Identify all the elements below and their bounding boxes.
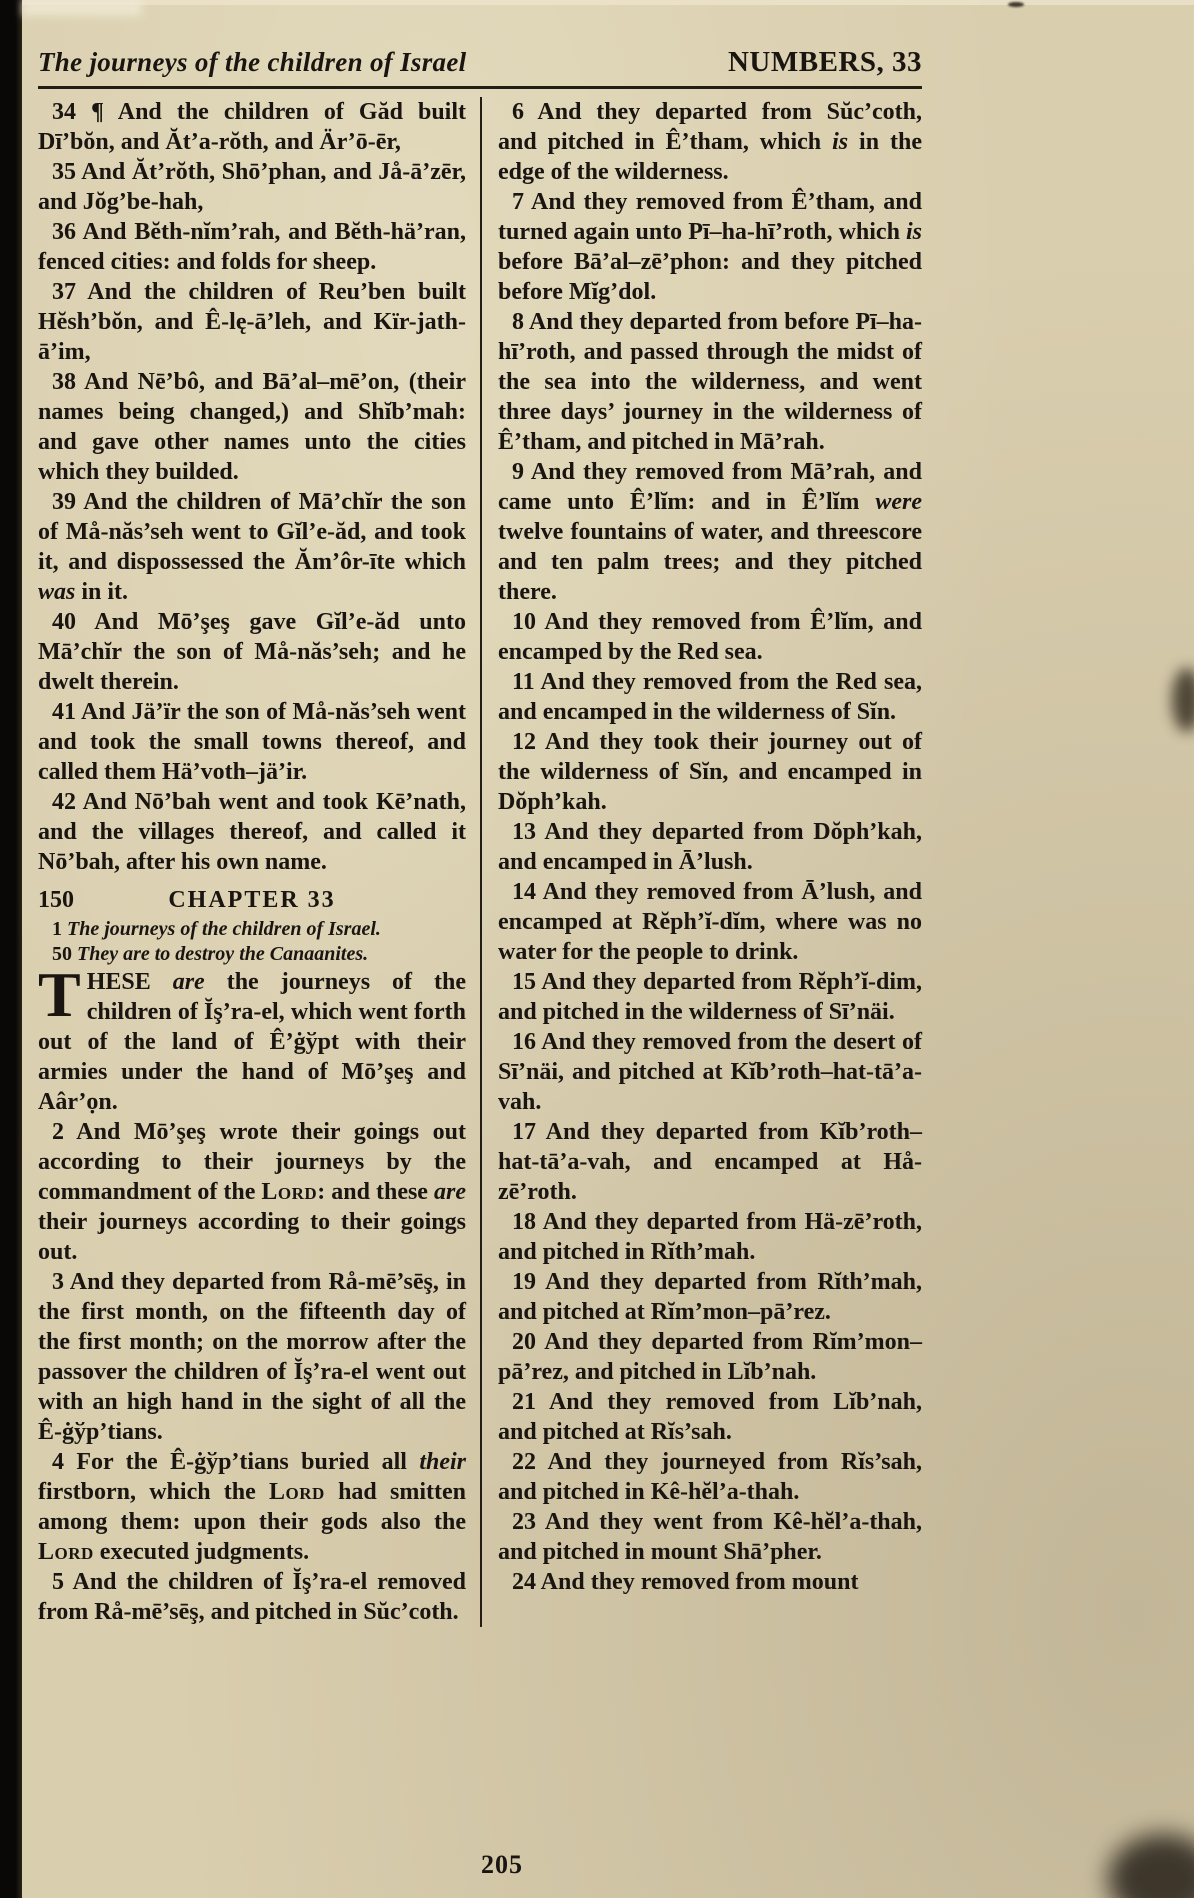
verse-text-segment: their journeys according to their goings out. (38, 1209, 466, 1265)
bible-page (22, 0, 1194, 1898)
verse-text-segment: : and these (317, 1179, 435, 1205)
verse-text-segment: before Bā’al–zē’phon: and they pitched before Mĭg’dol. (498, 249, 922, 305)
verse-text-segment: 19 And they departed from Rĭth’mah, and pitched at Rĭm’mon–pā’rez. (498, 1269, 922, 1325)
verse (38, 277, 466, 367)
text-columns (38, 97, 922, 1627)
summary-verse-number: 1 (52, 918, 62, 940)
verse-text-segment: Lord (261, 1179, 318, 1205)
verses-1-5 (38, 959, 467, 1627)
verse (498, 1507, 922, 1567)
verse-text-segment: 21 And they removed from Lĭb’nah, and pitched at Rĭs’sah. (498, 1389, 922, 1445)
verse-text-segment: is (832, 129, 849, 155)
verse-text-segment: 4 For the Ê-ġўp’tians buried all (52, 1449, 420, 1475)
verse-text-segment: the journeys of the children of Ĭş’ra-el, which went forth out of the land of Ê’ġўpt with their armies under the hand of Mō’şeş and Aâr’ọn. (38, 969, 467, 1115)
verse (38, 1267, 466, 1447)
verse (38, 697, 466, 787)
verse (498, 97, 922, 187)
verse-text-segment: in the edge of the wilderness. (498, 129, 922, 185)
header-rule (38, 86, 922, 89)
verse-text-segment: 3 And they departed from Rå-mē’sēş, in the first month, on the fifteenth day of the first month; on the morrow after the passover the children of Ĭş’ra-el went out with an high hand in the sight of all the Ê-ġўp’tians. (38, 1269, 466, 1445)
verse (498, 967, 922, 1027)
verse (498, 667, 922, 727)
page-number: 205 (481, 1850, 523, 1879)
verse-text-segment: Lord (269, 1479, 325, 1505)
verse-text-segment: 38 And Nē’bô, and Bā’al–mē’on, (their names being changed,) and Shĭb’mah: and gave other names unto the cities which they builded. (38, 369, 466, 485)
verse (498, 1447, 922, 1507)
chapter-heading-row (38, 885, 466, 915)
running-head: The journeys of the children of Israel (38, 47, 467, 77)
verse-text-segment: 20 And they departed from Rĭm’mon–pā’rez, and pitched in Lĭb’nah. (498, 1329, 922, 1385)
verse-text-segment: 17 And they departed from Kĭb’roth–hat-tā’a-vah, and encamped at Hå-zē’roth. (498, 1119, 922, 1205)
verse (498, 1567, 922, 1597)
verses-34-42 (38, 97, 466, 877)
verse (498, 1207, 922, 1267)
verse-text-segment: HESE (86, 969, 173, 995)
verse-text-segment: 7 And they removed from Ê’tham, and turned again unto Pī–ha-hī’roth, which (498, 189, 922, 245)
verse (498, 1027, 922, 1117)
verse-text-segment: 24 And they removed from mount (512, 1569, 859, 1595)
verse (498, 817, 922, 877)
verse (38, 1567, 466, 1627)
verse-text-segment: 13 And they departed from Dŏph’kah, and encamped in Ā’lush. (498, 819, 922, 875)
verse-text-segment: 16 And they removed from the desert of Sī’näi, and pitched at Kĭb’roth–hat-tā’a-vah. (498, 1029, 922, 1115)
verse-text-segment: firstborn, which the (38, 1479, 270, 1505)
verse (38, 487, 466, 607)
verse (498, 607, 922, 667)
verse (38, 97, 466, 157)
verse-text-segment: 15 And they departed from Rĕph’ĭ-dim, and pitched in the wilderness of Sī’näi. (498, 969, 922, 1025)
verse-text-segment: 36 And Bĕth-nĭm’rah, and Bĕth-hä’ran, fenced cities: and folds for sheep. (38, 219, 466, 275)
chapter-summary-line (38, 917, 466, 942)
verse-text-segment: 9 And they removed from Mā’rah, and came unto Ê’lĭm: and in Ê’lĭm (498, 459, 922, 515)
verse (498, 727, 922, 817)
verse-text-segment: had smitten among them: upon their gods also the (38, 1479, 466, 1535)
verse-text-segment: 5 And the children of Ĭş’ra-el removed from Rå-mē’sēş, and pitched in Sŭc’coth. (38, 1569, 466, 1625)
verse-text-segment: in it. (75, 579, 129, 605)
verse (38, 1447, 466, 1567)
verse-text-segment: 14 And they removed from Ā’lush, and encamped at Rĕph’ĭ-dĭm, where was no water for the people to drink. (498, 879, 922, 965)
verse-text-segment: twelve fountains of water, and threescore and ten palm trees; and they pitched there. (498, 519, 922, 605)
verse (38, 157, 466, 217)
verse-text-segment: 10 And they removed from Ê’lĭm, and encamped by the Red sea. (498, 609, 922, 665)
verse-text-segment: 39 And the children of Mā’chĭr the son of Må-năs’seh went to Gĭl’e-ăd, and took it, and dispossessed the Ăm’ôr-īte which (38, 489, 466, 575)
verse-text-segment: 40 And Mō’şeş gave Gĭl’e-ăd unto Mā’chĭr the son of Må-năs’seh; and he dwelt therein. (38, 609, 466, 695)
verse (498, 187, 922, 307)
verse-text-segment: were (875, 489, 922, 515)
verse (38, 367, 466, 487)
verse-text-segment: are (434, 1179, 467, 1205)
left-column (38, 97, 480, 1627)
verse-text-segment: 22 And they journeyed from Rĭs’sah, and pitched in Kê-hĕl’a-thah. (498, 1449, 922, 1505)
verse (498, 1387, 922, 1447)
scan-edge-left (0, 0, 22, 1898)
verse-text-segment: are (172, 969, 205, 995)
verse-text-segment: Lord (38, 1539, 94, 1565)
verse-text-segment: 34 ¶ And the children of Găd built Dī’bŏn, and Ăt’a-rŏth, and Är’ō-ēr, (38, 99, 466, 155)
verse-text-segment: 2 And Mō’şeş wrote their goings out according to their journeys by the commandment of the (38, 1119, 466, 1205)
verse (38, 607, 466, 697)
verse-text-segment: 12 And they took their journey out of the wilderness of Sĭn, and encamped in Dŏph’kah. (498, 729, 922, 815)
verse-text-segment: their (419, 1449, 466, 1475)
summary-verse-number: 50 (52, 943, 72, 965)
verse-text-segment: was (38, 579, 76, 605)
verses-6-24 (498, 97, 922, 1597)
verse-text-segment: 11 And they removed from the Red sea, and encamped in the wilderness of Sĭn. (498, 669, 922, 725)
verse (498, 1267, 922, 1327)
verse (498, 877, 922, 967)
verse-text-segment: 35 And Ăt’rŏth, Shō’phan, and Jå-ā’zēr, and Jŏg’be-hah, (38, 159, 466, 215)
verse (38, 217, 466, 277)
verse-text-segment: 23 And they went from Kê-hĕl’a-thah, and pitched in mount Shā’pher. (498, 1509, 922, 1565)
verse-text-segment: is (905, 219, 922, 245)
verse (38, 787, 466, 877)
verse-text-segment: 8 And they departed from before Pī–ha-hī’roth, and passed through the midst of the sea into the wilderness, and went three days’ journey in the wilderness of Ê’tham, and pitched in Mā’rah. (498, 309, 922, 455)
right-column (480, 97, 922, 1627)
verse (38, 959, 467, 1117)
verse-text-segment: 41 And Jä’ïr the son of Må-năs’seh went and took the small towns thereof, and called them Hä’voth–jä’ir. (38, 699, 466, 785)
book-chapter-reference: NUMBERS, 33 (727, 46, 922, 78)
verse (498, 1327, 922, 1387)
verse (38, 1117, 466, 1267)
chapter-summary-line (38, 942, 466, 967)
verse (498, 307, 922, 457)
verse-text-segment: executed judgments. (93, 1539, 310, 1565)
verse-text-segment: 42 And Nō’bah went and took Kē’nath, and the villages thereof, and called it Nō’bah, after his own name. (38, 789, 466, 875)
summary-text: They are to destroy the Canaanites. (77, 943, 369, 965)
verse-text-segment: 18 And they departed from Hä-zē’roth, and pitched in Rĭth’mah. (498, 1209, 922, 1265)
chapter-title: CHAPTER 33 (168, 887, 336, 913)
page-header (38, 46, 922, 79)
verse-text-segment: 37 And the children of Reu’ben built Hĕsh’bŏn, and Ê-lę-ā’leh, and Kïr-jath-ā’im, (38, 279, 466, 365)
verse (498, 1117, 922, 1207)
verse (498, 457, 922, 607)
marginal-reference: 150 (38, 887, 74, 913)
summary-text: The journeys of the children of Israel. (67, 918, 381, 940)
verse-text-segment: 6 And they departed from Sŭc’coth, and pitched in Ê’tham, which (498, 99, 922, 155)
verse-text-segment: T (38, 959, 81, 1030)
